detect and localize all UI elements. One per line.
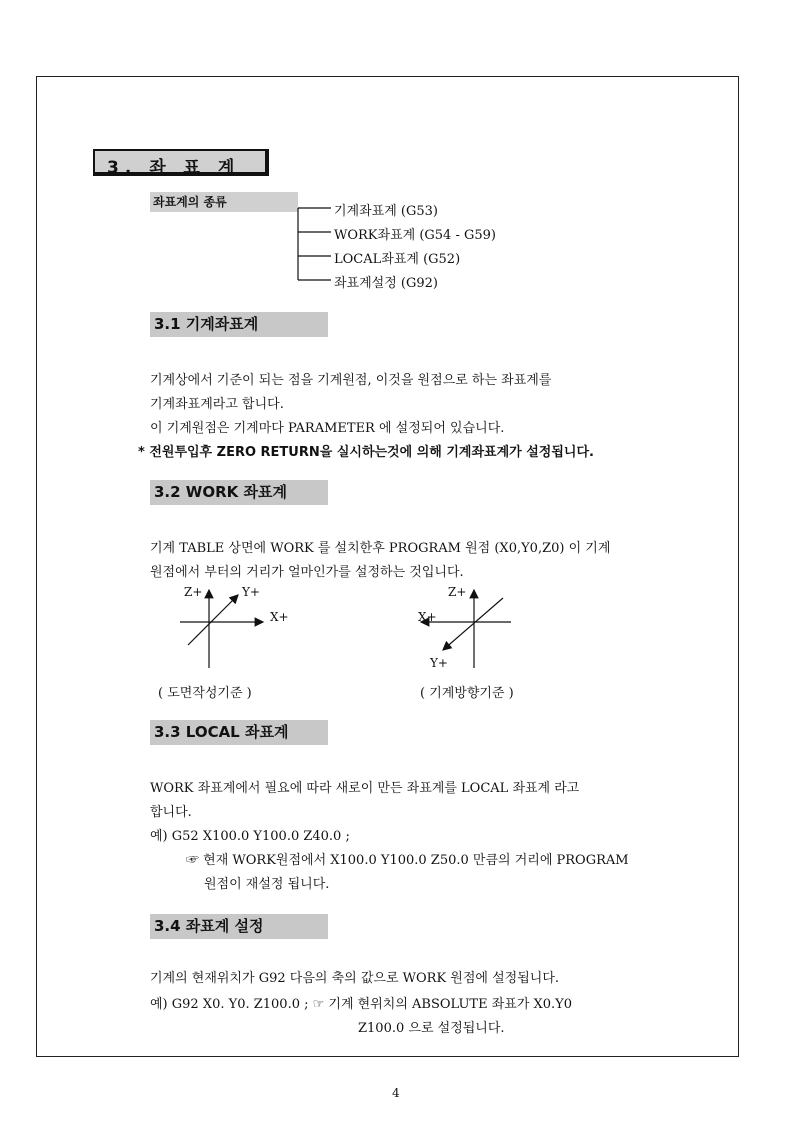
chapter-title: 3. 좌 표 계 xyxy=(107,158,241,178)
z-label: Z+ xyxy=(184,585,203,599)
s33-paragraph-line2: 합니다. xyxy=(150,805,192,820)
z-label: Z+ xyxy=(448,585,467,599)
s34-paragraph: 기계의 현재위치가 G92 다음의 축의 값으로 WORK 원점에 설정됩니다. xyxy=(150,971,560,986)
section-3-4-heading: 3.4 좌표계 설정 xyxy=(150,914,328,939)
s33-note-line2: 원점이 재설정 됩니다. xyxy=(204,877,330,892)
axis-diagram-machine xyxy=(410,582,530,674)
x-label: X+ xyxy=(418,610,437,624)
x-label: X+ xyxy=(270,610,289,624)
axis-diagram-drawing xyxy=(170,582,300,674)
s31-paragraph-line2: 기계좌표계라고 합니다. xyxy=(150,397,284,412)
y-axis xyxy=(443,598,503,650)
section-3-1-heading: 3.1 기계좌표계 xyxy=(150,312,328,337)
s34-example-continuation: Z100.0 으로 설정됩니다. xyxy=(358,1021,505,1036)
section-3-2-heading: 3.2 WORK 좌표계 xyxy=(150,480,328,505)
y-axis xyxy=(188,595,238,645)
y-label: Y+ xyxy=(242,585,260,599)
type-machine: 기계좌표계 (G53) xyxy=(334,204,438,219)
coordinate-types-label: 좌표계의 종류 xyxy=(150,192,298,212)
s32-paragraph-line2: 원점에서 부터의 거리가 얼마인가를 설정하는 것입니다. xyxy=(150,565,464,580)
types-tree-lines xyxy=(295,198,335,288)
diagram1-caption: ( 도면작성기준 ) xyxy=(158,686,252,701)
s31-paragraph-line3: 이 기계원점은 기계마다 PARAMETER 에 설정되어 있습니다. xyxy=(150,421,505,436)
s33-note-line1: ☞ 현재 WORK원점에서 X100.0 Y100.0 Z50.0 만큼의 거리에 PROGRAM xyxy=(186,853,629,868)
s31-note: * 전원투입후 ZERO RETURN을 실시하는것에 의해 기계좌표계가 설정됩니다. xyxy=(138,445,594,460)
s31-paragraph-line1: 기계상에서 기준이 되는 점을 기계원점, 이것을 원점으로 하는 좌표계를 xyxy=(150,373,552,388)
chapter-heading xyxy=(93,149,269,176)
type-work: WORK좌표계 (G54 - G59) xyxy=(334,228,496,243)
s33-paragraph-line1: WORK 좌표계에서 필요에 따라 새로이 만든 좌표계를 LOCAL 좌표계 라고 xyxy=(150,781,580,796)
s32-paragraph-line1: 기계 TABLE 상면에 WORK 를 설치한후 PROGRAM 원점 (X0,Y0,Z0) 이 기계 xyxy=(150,541,611,556)
s33-example: 예) G52 X100.0 Y100.0 Z40.0 ; xyxy=(150,829,350,844)
diagram2-caption: ( 기계방향기준 ) xyxy=(420,686,514,701)
type-setting: 좌표계설정 (G92) xyxy=(334,276,438,291)
y-label: Y+ xyxy=(430,656,448,670)
s34-example: 예) G92 X0. Y0. Z100.0 ; ☞ 기계 현위치의 ABSOLUTE 좌표가 X0.Y0 xyxy=(150,997,573,1012)
section-3-3-heading: 3.3 LOCAL 좌표계 xyxy=(150,720,328,745)
page-number: 4 xyxy=(392,1086,400,1100)
type-local: LOCAL좌표계 (G52) xyxy=(334,252,461,267)
